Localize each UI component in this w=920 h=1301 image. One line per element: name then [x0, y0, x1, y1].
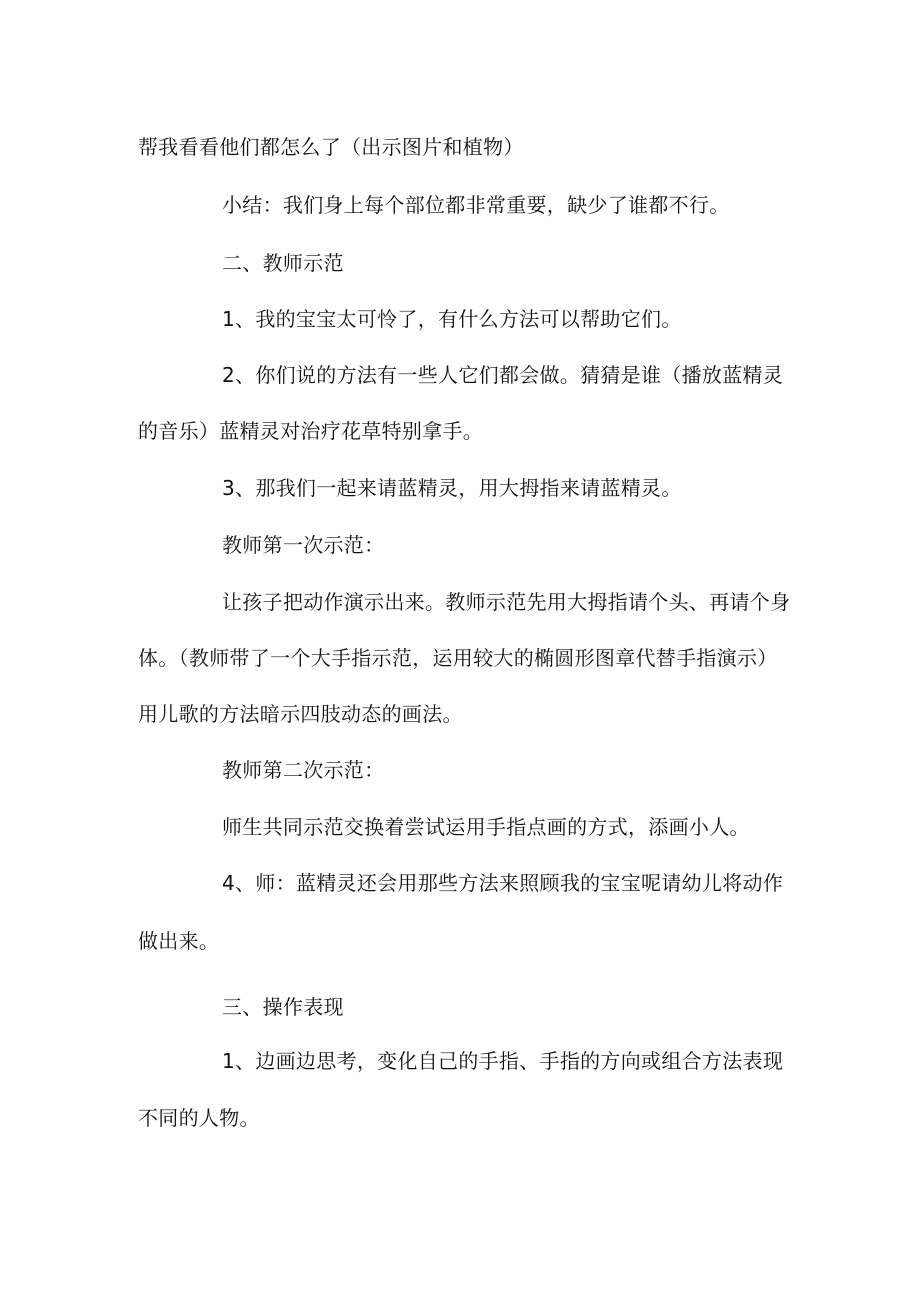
list-item-4-continuation: 做出来。 — [138, 929, 220, 953]
subheading-second-demo: 教师第二次示范： — [222, 758, 385, 782]
list-item-4: 4、师：蓝精灵还会用那些方法来照顾我的宝宝呢请幼儿将动作 — [222, 871, 784, 895]
section-heading-operation: 三、操作表现 — [222, 995, 344, 1019]
first-demo-paragraph-line-2: 体。（教师带了一个大手指示范，运用较大的椭圆形图章代替手指演示） — [138, 646, 778, 670]
list-item-1: 1、我的宝宝太可怜了，有什么方法可以帮助它们。 — [222, 307, 682, 331]
first-demo-paragraph-line-3: 用儿歌的方法暗示四肢动态的画法。 — [138, 702, 463, 726]
list-item-2: 2、你们说的方法有一些人它们都会做。猜猜是谁（播放蓝精灵 — [222, 363, 784, 387]
first-demo-paragraph: 让孩子把动作演示出来。教师示范先用大拇指请个头、再请个身 — [222, 590, 791, 614]
subheading-first-demo: 教师第一次示范： — [222, 533, 385, 557]
section-heading-teacher-demo: 二、教师示范 — [222, 251, 344, 275]
paragraph-continuation: 帮我看看他们都怎么了（出示图片和植物） — [138, 135, 524, 159]
list-item-2-continuation: 的音乐）蓝精灵对治疗花草特别拿手。 — [138, 419, 484, 443]
operation-item-1-continuation: 不同的人物。 — [138, 1106, 260, 1130]
second-demo-paragraph: 师生共同示范交换着尝试运用手指点画的方式，添画小人。 — [222, 815, 750, 839]
operation-item-1: 1、边画边思考，变化自己的手指、手指的方向或组合方法表现 — [222, 1049, 784, 1073]
summary-paragraph: 小结：我们身上每个部位都非常重要，缺少了谁都不行。 — [222, 193, 730, 217]
list-item-3: 3、那我们一起来请蓝精灵，用大拇指来请蓝精灵。 — [222, 476, 682, 500]
